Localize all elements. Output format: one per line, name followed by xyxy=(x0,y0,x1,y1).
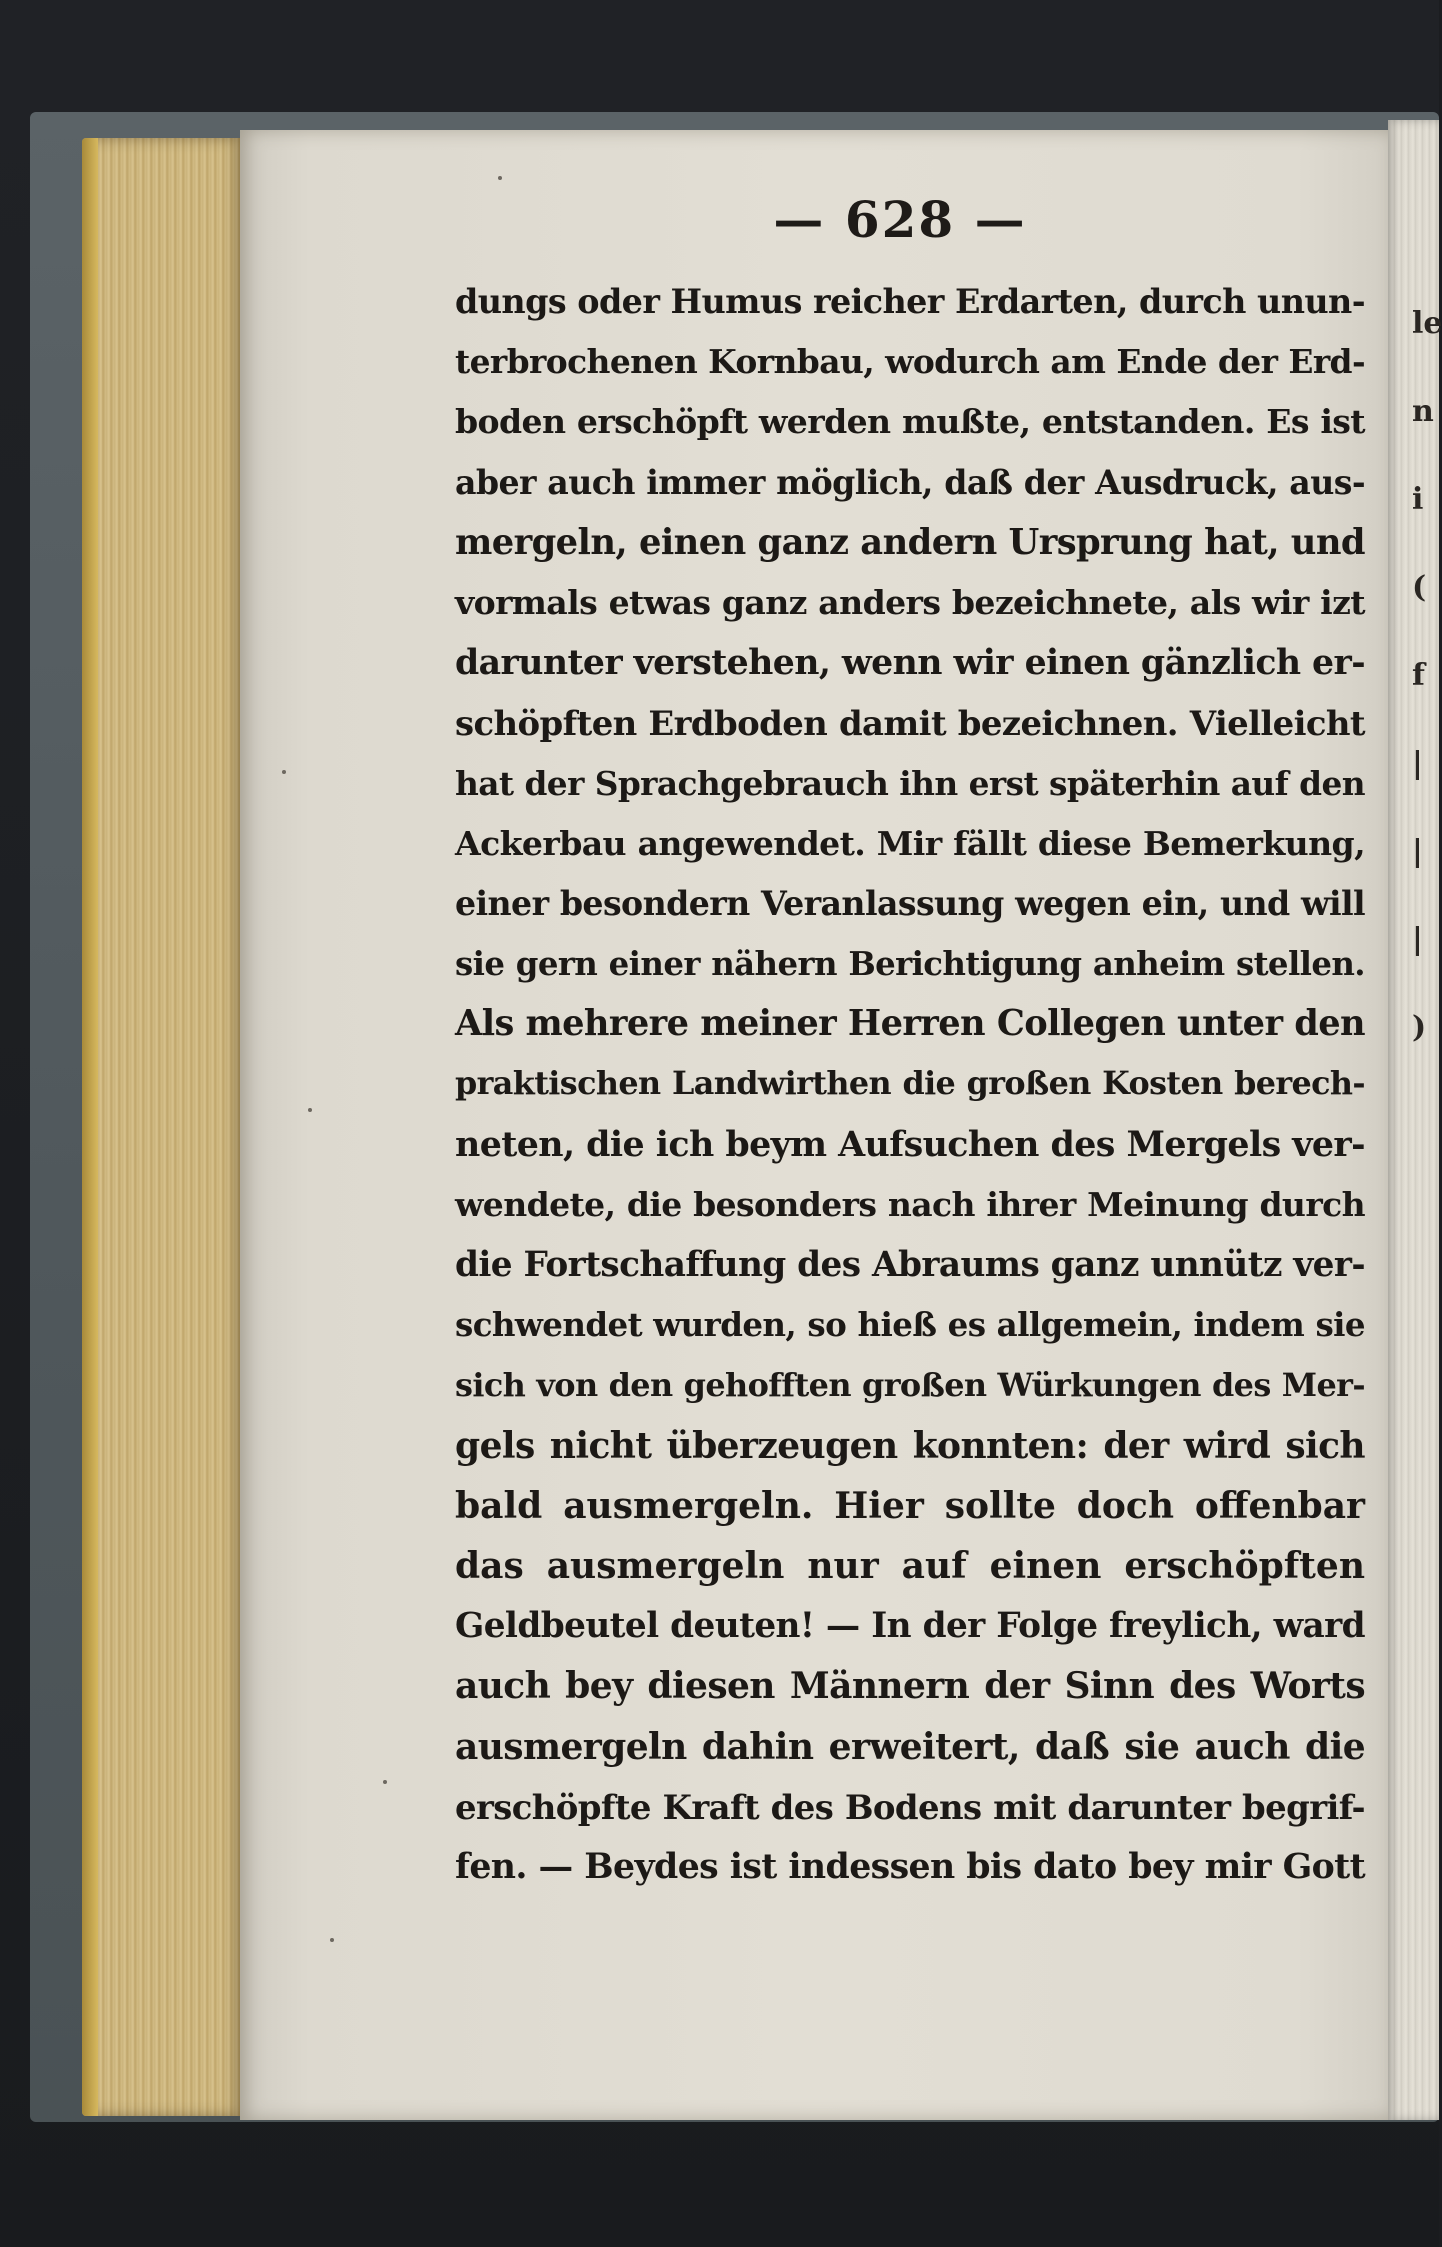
paper-speck xyxy=(330,1938,334,1942)
paper-speck xyxy=(308,1108,312,1112)
text-line: bald ausmergeln. Hier sollte doch offenbar xyxy=(455,1484,1365,1527)
fragment: n xyxy=(1412,394,1434,429)
text-line: einer besondern Veranlassung wegen ein, und will xyxy=(455,883,1365,923)
text-line: praktischen Landwirthen die großen Kosten berech- xyxy=(455,1065,1365,1103)
text-line: terbrochenen Kornbau, wodurch am Ende der Erd- xyxy=(455,342,1365,382)
text-line: neten, die ich beym Aufsuchen des Mergels ver- xyxy=(455,1123,1365,1165)
text-line: vormals etwas ganz anders bezeichnete, als wir izt xyxy=(455,582,1365,622)
fragment: | xyxy=(1412,746,1423,781)
paper-speck xyxy=(282,770,286,774)
text-line: sie gern einer nähern Berichtigung anheim stellen. xyxy=(455,945,1365,984)
text-line: das ausmergeln nur auf einen erschöpften xyxy=(455,1544,1365,1587)
facing-page-fragments xyxy=(1412,280,1442,1980)
fragment: ) xyxy=(1412,1010,1427,1045)
fragment: f xyxy=(1412,658,1425,693)
text-line: Als mehrere meiner Herren Collegen unter den xyxy=(455,1003,1365,1045)
text-line: schwendet wurden, so hieß es allgemein, indem sie xyxy=(455,1305,1365,1345)
page-number-header: — 628 — xyxy=(773,190,1027,249)
paper-speck xyxy=(383,1780,387,1784)
text-line: Geldbeutel deuten! — In der Folge freylich, ward xyxy=(455,1606,1365,1647)
text-line: Ackerbau angewendet. Mir fällt diese Bemerkung, xyxy=(455,823,1365,863)
text-line: fen. — Beydes ist indessen bis dato bey mir Gott xyxy=(455,1845,1365,1887)
body-text xyxy=(455,272,1365,1897)
fragment: le xyxy=(1412,306,1442,341)
fragment: | xyxy=(1412,834,1423,869)
text-line: ausmergeln dahin erweitert, daß sie auch die xyxy=(455,1725,1365,1768)
fragment: | xyxy=(1412,922,1423,957)
facing-page-edge xyxy=(1388,120,1442,2120)
text-line: darunter verstehen, wenn wir einen gänzlich er- xyxy=(455,642,1365,684)
text-line: wendete, die besonders nach ihrer Meinung durch xyxy=(455,1184,1365,1224)
text-line: hat der Sprachgebrauch ihn erst späterhin auf den xyxy=(455,763,1365,803)
text-line: dungs oder Humus reicher Erdarten, durch unun- xyxy=(455,282,1365,321)
text-line: gels nicht überzeugen konnten: der wird sich xyxy=(455,1424,1365,1467)
paper-speck xyxy=(498,176,502,180)
text-line: erschöpfte Kraft des Bodens mit darunter begrif- xyxy=(455,1786,1365,1827)
fragment: i xyxy=(1412,482,1424,517)
text-line: mergeln, einen ganz andern Ursprung hat, und xyxy=(455,521,1365,563)
page-edges-left xyxy=(82,138,244,2116)
text-line: sich von den gehofften großen Würkungen des Mer- xyxy=(455,1366,1365,1405)
text-line: die Fortschaffung des Abraums ganz unnütz ver- xyxy=(455,1245,1365,1285)
text-line: aber auch immer möglich, daß der Ausdruck, aus- xyxy=(455,462,1365,502)
fragment: ( xyxy=(1412,570,1427,605)
gilt-edge xyxy=(82,138,98,2116)
text-line: schöpften Erdboden damit bezeichnen. Vielleicht xyxy=(455,703,1365,744)
text-line: boden erschöpft werden mußte, entstanden. Es ist xyxy=(455,402,1365,442)
text-line: auch bey diesen Männern der Sinn des Worts xyxy=(455,1665,1365,1708)
